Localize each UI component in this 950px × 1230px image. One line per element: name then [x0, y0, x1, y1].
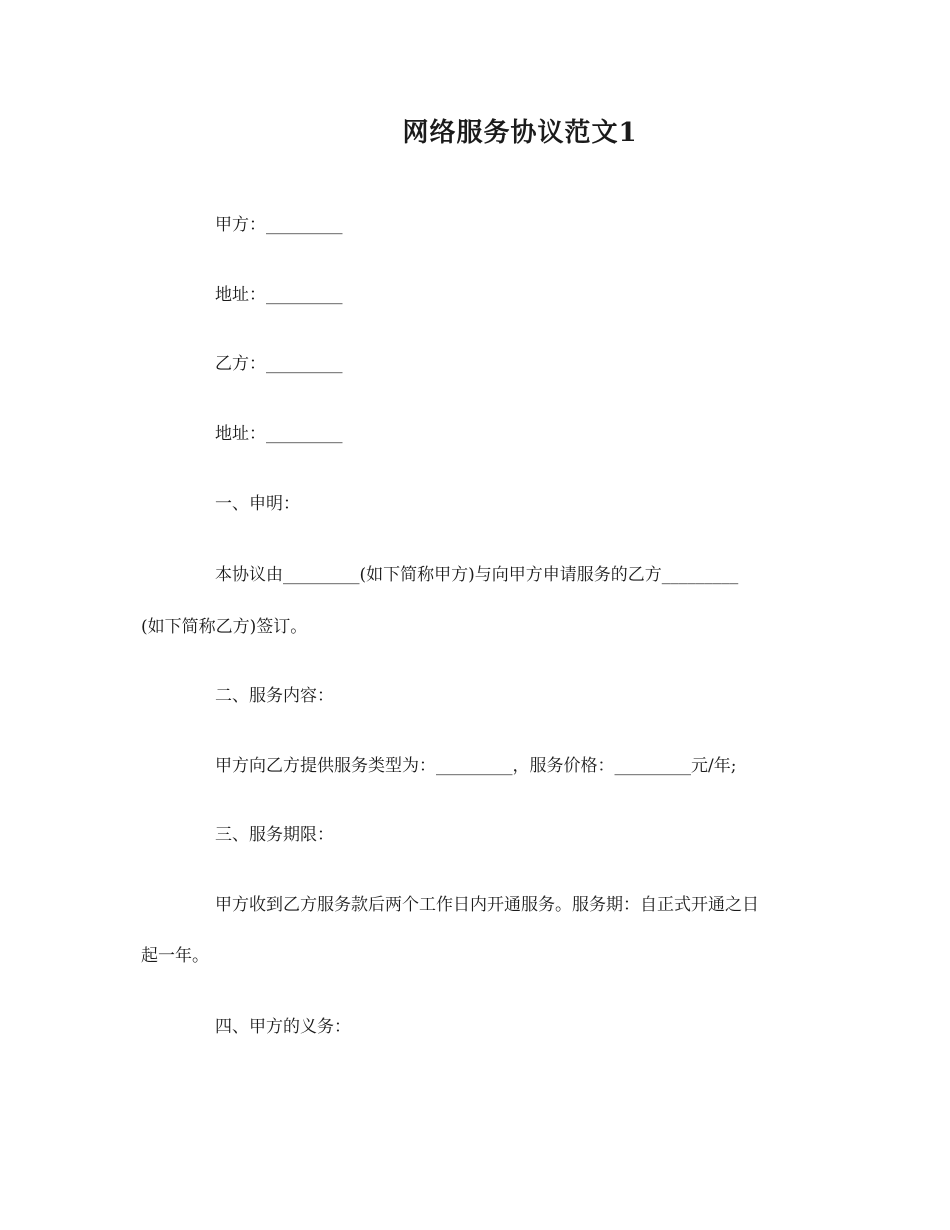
paragraph-line: 甲方向乙方提供服务类型为：_________，服务价格：_________元/年;	[215, 756, 737, 776]
paragraph-line: 甲方收到乙方服务款后两个工作日内开通服务。服务期：自正式开通之日	[215, 895, 759, 915]
section-heading-party-a-obligations: 四、甲方的义务：	[215, 1017, 351, 1037]
paragraph-line: 起一年。	[141, 946, 209, 966]
document-title: 网络服务协议范文1	[402, 118, 638, 148]
party-b-line: 乙方：_________	[215, 354, 343, 374]
paragraph-line: (如下简称乙方)签订。	[141, 617, 308, 637]
party-b-address-line: 地址：_________	[215, 424, 343, 444]
paragraph-line: 本协议由_________(如下简称甲方)与向甲方申请服务的乙方_________	[215, 565, 739, 585]
section-heading-declaration: 一、申明：	[215, 494, 300, 514]
party-a-line: 甲方：_________	[215, 215, 343, 235]
section-heading-service-content: 二、服务内容：	[215, 686, 334, 706]
section-heading-service-term: 三、服务期限：	[215, 825, 334, 845]
party-a-address-line: 地址：_________	[215, 285, 343, 305]
